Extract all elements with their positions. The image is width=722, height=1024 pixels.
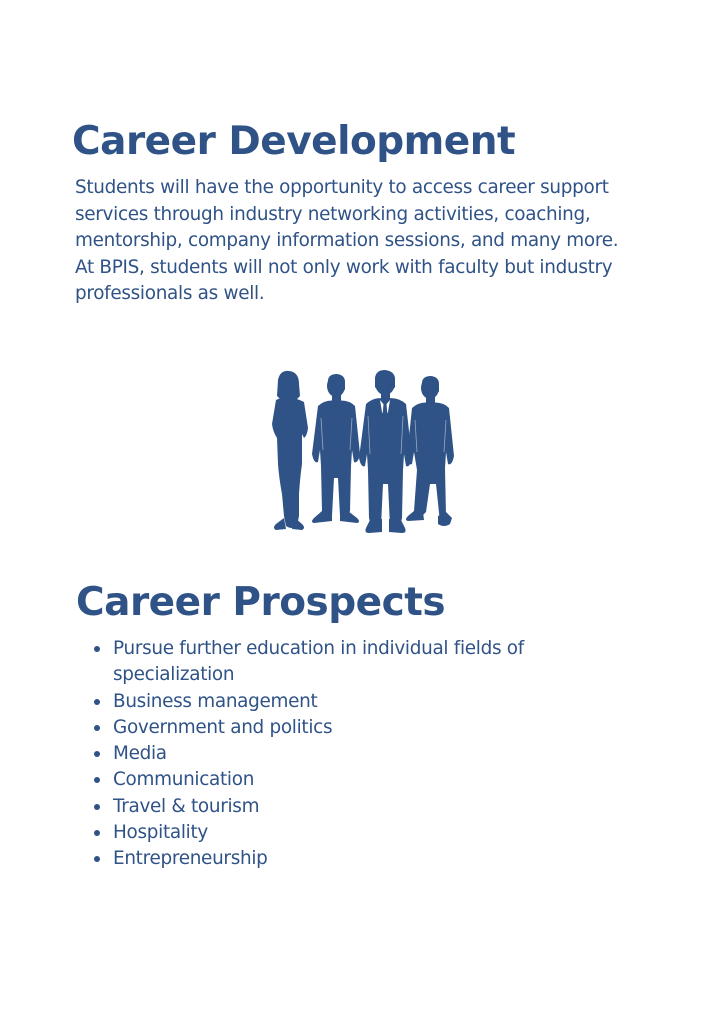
career-prospects-list: [75, 636, 595, 873]
list-item: Pursue further education in individual fields of specialization: [75, 636, 595, 689]
woman-silhouette: [272, 371, 308, 530]
list-item: Hospitality: [75, 820, 595, 846]
list-item: Government and politics: [75, 715, 595, 741]
business-people-silhouette-icon: [262, 366, 462, 538]
list-item: Business management: [75, 689, 595, 715]
list-item: Media: [75, 741, 595, 767]
man-silhouette: [312, 374, 360, 523]
list-item: Entrepreneurship: [75, 846, 595, 872]
list-item: Communication: [75, 767, 595, 793]
man-silhouette: [406, 376, 454, 526]
career-prospects-heading: Career Prospects: [76, 580, 446, 625]
career-development-heading: Career Development: [72, 119, 516, 164]
list-item: Travel & tourism: [75, 794, 595, 820]
career-development-paragraph: Students will have the opportunity to access career support services through industry networking activities, coaching, mentorship, company information sessions, and many more. At BPIS, students will not only work with faculty but industry professionals as well.: [75, 177, 619, 304]
man-with-tie-silhouette: [359, 370, 412, 533]
